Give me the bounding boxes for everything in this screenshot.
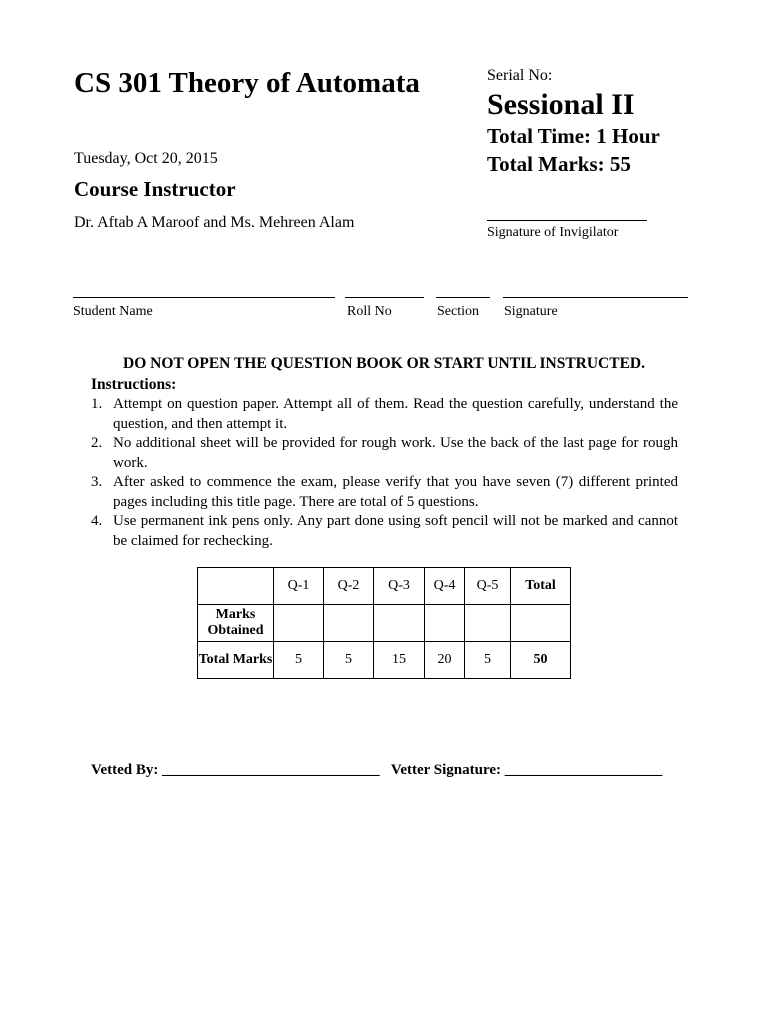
signature-line: [503, 287, 688, 298]
instruction-item: 2. No additional sheet will be provided for rough work. Use the back of the last page for rough work.: [91, 435, 678, 471]
instruction-item: 1. Attempt on question paper. Attempt all of them. Read the question carefully, understand the question, and then attempt it.: [91, 396, 678, 432]
column-header-q3: Q-3: [374, 568, 425, 605]
total-marks-sum-cell: 50: [511, 642, 571, 679]
total-marks-cell: 5: [465, 642, 511, 679]
exam-date: Tuesday, Oct 20, 2015: [74, 150, 218, 167]
marks-obtained-cell[interactable]: [465, 605, 511, 642]
section-label: Section: [437, 304, 479, 319]
instructor-heading: Course Instructor: [74, 177, 236, 201]
vetted-by-label: Vetted By: _____________________________: [91, 762, 380, 778]
total-marks: Total Marks: 55: [487, 152, 631, 176]
marks-obtained-cell[interactable]: [425, 605, 465, 642]
table-row: [198, 642, 571, 679]
total-time: Total Time: 1 Hour: [487, 124, 660, 148]
marks-obtained-cell[interactable]: [274, 605, 324, 642]
instruction-item: 4. Use permanent ink pens only. Any part done using soft pencil will not be marked and cannot be claimed for rechecking.: [91, 513, 678, 549]
table-header-row: [198, 568, 571, 605]
instructor-names: Dr. Aftab A Maroof and Ms. Mehreen Alam: [74, 214, 355, 231]
invigilator-signature-label: Signature of Invigilator: [487, 225, 619, 240]
student-name-label: Student Name: [73, 304, 153, 319]
column-header-total: Total: [511, 568, 571, 605]
total-marks-cell: 5: [324, 642, 374, 679]
invigilator-signature-line: [487, 210, 647, 221]
course-title: CS 301 Theory of Automata: [74, 67, 420, 99]
marks-obtained-cell[interactable]: [324, 605, 374, 642]
vetting-line: [91, 762, 662, 779]
total-marks-cell: 5: [274, 642, 324, 679]
serial-number-label: Serial No:: [487, 67, 553, 84]
column-header-q4: Q-4: [425, 568, 465, 605]
marks-obtained-total-cell[interactable]: [511, 605, 571, 642]
section-line: [436, 287, 490, 298]
session-title: Sessional II: [487, 88, 635, 121]
instructions-heading: Instructions:: [91, 376, 177, 393]
total-marks-cell: 15: [374, 642, 425, 679]
row-label-marks-obtained: Marks Obtained: [198, 605, 274, 642]
column-header-q2: Q-2: [324, 568, 374, 605]
roll-no-line: [345, 287, 424, 298]
marks-obtained-cell[interactable]: [374, 605, 425, 642]
total-marks-cell: 20: [425, 642, 465, 679]
instructions-list: [91, 395, 678, 551]
roll-no-label: Roll No: [347, 304, 392, 319]
row-label-total-marks: Total Marks: [198, 642, 274, 679]
signature-label: Signature: [504, 304, 558, 319]
exam-warning: DO NOT OPEN THE QUESTION BOOK OR START UNTIL INSTRUCTED.: [123, 355, 645, 372]
column-header-q1: Q-1: [274, 568, 324, 605]
student-name-line: [73, 287, 335, 298]
table-row: [198, 605, 571, 642]
marks-table: [197, 567, 571, 679]
column-header-q5: Q-5: [465, 568, 511, 605]
vetter-signature-label: Vetter Signature: _____________________: [390, 762, 663, 778]
instruction-item: 3. After asked to commence the exam, please verify that you have seven (7) different printed pages including this title page. There are total of 5 questions.: [91, 474, 678, 510]
table-corner-cell: [198, 568, 274, 605]
